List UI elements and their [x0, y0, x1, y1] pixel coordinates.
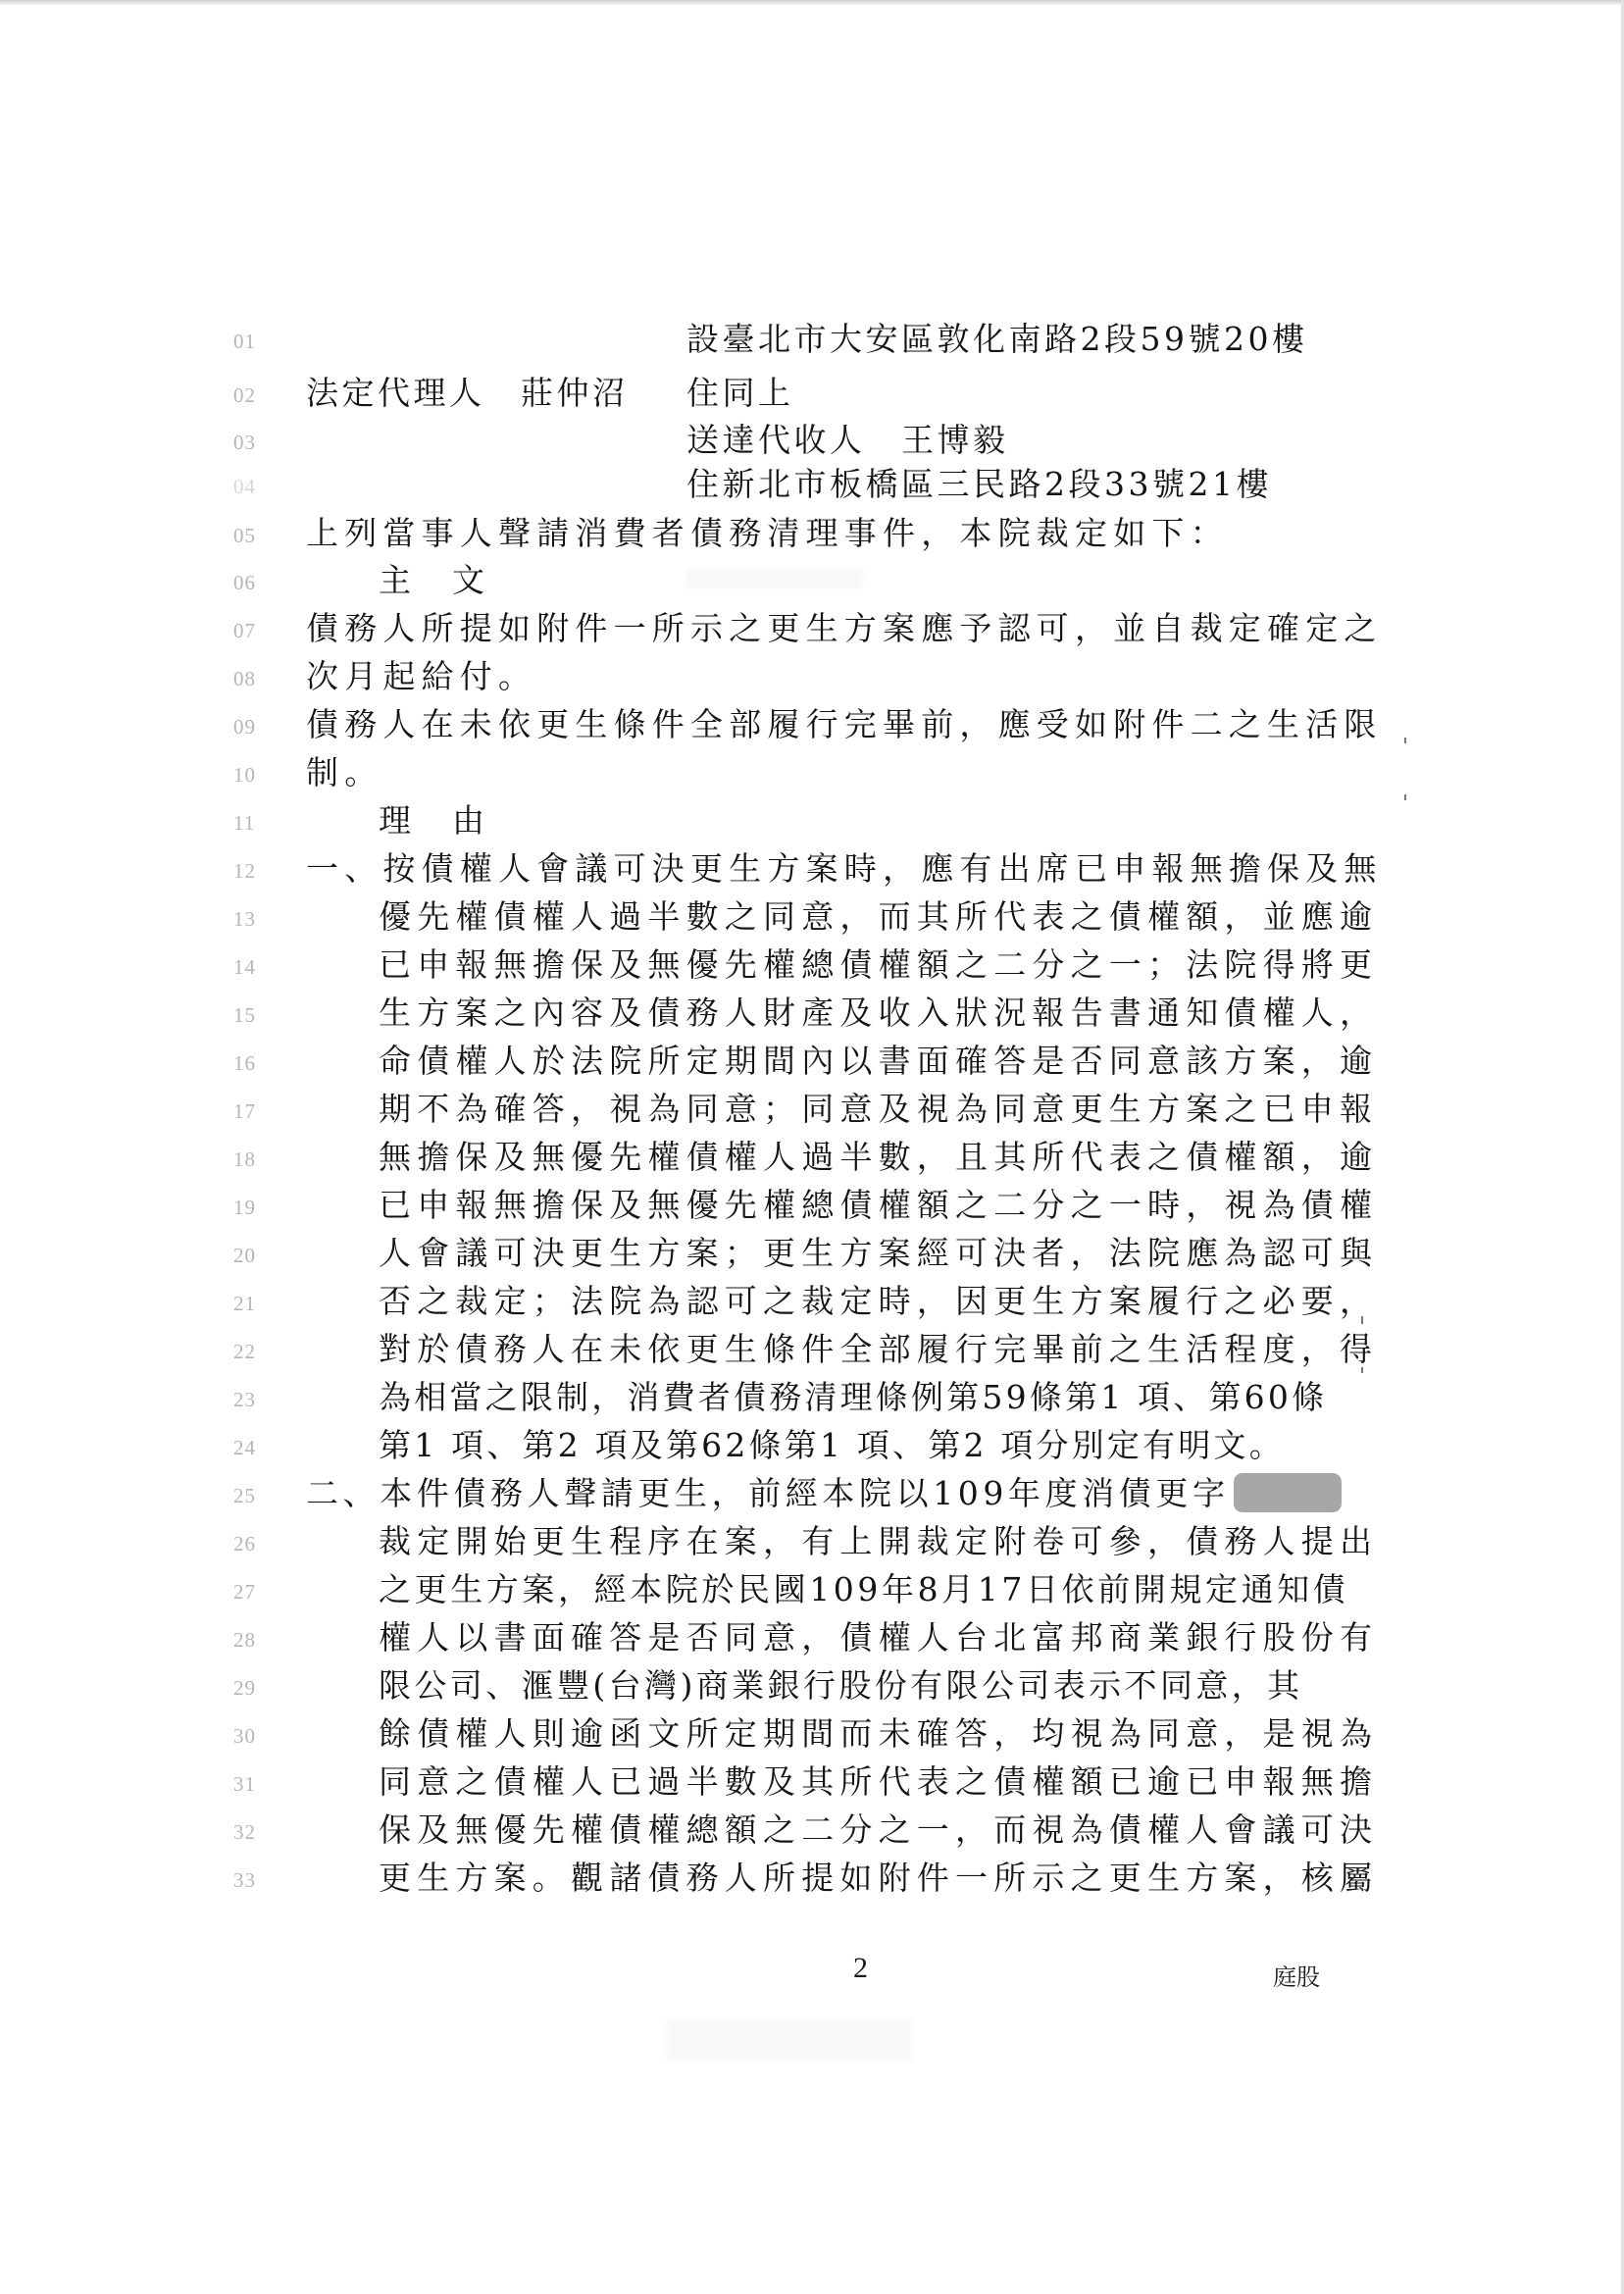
- line-number: 19: [233, 1196, 256, 1219]
- line-number: 28: [233, 1628, 256, 1652]
- reason-text: 否之裁定；法院為認可之裁定時，因更生方案履行之必要，: [379, 1282, 1379, 1320]
- section-heading-main-text: 主文: [379, 561, 526, 599]
- representative-address: 住同上: [686, 374, 794, 412]
- line-number: 22: [233, 1340, 256, 1363]
- line-number: 11: [233, 811, 256, 835]
- line-number: 02: [233, 383, 256, 407]
- line-number: 31: [233, 1772, 256, 1796]
- line-number: 09: [233, 715, 256, 739]
- redacted-case-number: [1234, 1473, 1342, 1512]
- footer-division-tag: 庭股: [1273, 1963, 1320, 1991]
- document-line: [0, 417, 1624, 464]
- line-number: 12: [233, 859, 256, 883]
- line-number: 23: [233, 1388, 256, 1411]
- document-line: [0, 1086, 1624, 1133]
- reason-text: 權人以書面確答是否同意，債權人台北富邦商業銀行股份有: [379, 1618, 1379, 1657]
- document-line: [0, 701, 1624, 748]
- line-number: 01: [233, 330, 256, 353]
- legal-representative: 法定代理人 莊仲沼: [306, 374, 629, 412]
- document-line: [0, 845, 1624, 892]
- line-number: 21: [233, 1292, 256, 1315]
- document-line: [0, 1278, 1624, 1325]
- line-number: 15: [233, 1003, 256, 1027]
- reason-text: 更生方案。觀諸債務人所提如附件一所示之更生方案，核屬: [379, 1859, 1379, 1897]
- ruling-text: 債務人在未依更生條件全部履行完畢前，應受如附件二之生活限: [306, 705, 1383, 743]
- line-number: 27: [233, 1580, 256, 1604]
- reason-text: 限公司、滙豐(台灣)商業銀行股份有限公司表示不同意，其: [379, 1666, 1303, 1705]
- document-line: [0, 653, 1624, 700]
- document-line: [0, 893, 1624, 941]
- line-number: 32: [233, 1820, 256, 1844]
- case-intro: 上列當事人聲請消費者債務清理事件，本院裁定如下：: [306, 514, 1229, 552]
- line-number: 04: [233, 475, 256, 498]
- reason-text: 無擔保及無優先權債權人過半數，且其所代表之債權額，逾: [379, 1138, 1379, 1176]
- reason-text: 優先權債權人過半數之同意，而其所代表之債權額，並應逾: [379, 897, 1379, 936]
- reason-item-2-text: 二、本件債務人聲請更生，前經本院以109年度消債更字: [306, 1474, 1230, 1512]
- line-number: 06: [233, 571, 256, 594]
- reason-text: 對於債務人在未依更生條件全部履行完畢前之生活程度，得: [379, 1330, 1379, 1368]
- document-line: [0, 1662, 1624, 1709]
- reason-text: 已申報無擔保及無優先權總債權額之二分之一時，視為債權: [379, 1186, 1379, 1224]
- page-number: 2: [853, 1952, 868, 1984]
- reason-text: 為相當之限制，消費者債務清理條例第59條第1 項、第60條: [379, 1378, 1328, 1416]
- reason-item-2: [306, 1470, 1342, 1517]
- document-line: [0, 749, 1624, 796]
- line-number: 10: [233, 763, 256, 787]
- document-line: [0, 510, 1624, 557]
- document-line: [0, 1759, 1624, 1806]
- reason-text: 期不為確答，視為同意；同意及視為同意更生方案之已申報: [379, 1090, 1379, 1128]
- document-line: [0, 1614, 1624, 1661]
- document-line: [0, 1374, 1624, 1421]
- line-number: 24: [233, 1436, 256, 1459]
- reason-item-1: 一、按債權人會議可決更生方案時，應有出席已申報無擔保及無: [306, 849, 1383, 888]
- document-line: [0, 1518, 1624, 1565]
- reason-text: 生方案之內容及債務人財產及收入狀況報告書通知債權人，: [379, 994, 1379, 1032]
- line-number: 07: [233, 619, 256, 642]
- document-line: [0, 1470, 1624, 1517]
- document-line: [0, 1326, 1624, 1373]
- document-line: [0, 1422, 1624, 1469]
- line-number: 13: [233, 907, 256, 931]
- line-number: 03: [233, 431, 256, 454]
- document-line: [0, 316, 1624, 363]
- line-number: 08: [233, 667, 256, 690]
- document-line: [0, 797, 1624, 844]
- reason-text: 餘債權人則逾函文所定期間而未確答，均視為同意，是視為: [379, 1714, 1379, 1753]
- section-heading-reasons: 理由: [379, 801, 526, 840]
- line-number: 18: [233, 1147, 256, 1171]
- document-line: [0, 990, 1624, 1037]
- party-address: 設臺北市大安區敦化南路2段59號20樓: [686, 320, 1308, 358]
- document-line: [0, 461, 1624, 508]
- document-line: [0, 557, 1624, 604]
- line-number: 05: [233, 524, 256, 547]
- document-line: [0, 605, 1624, 652]
- ruling-text: 制。: [306, 753, 383, 791]
- document-line: [0, 1855, 1624, 1902]
- document-line: [0, 1182, 1624, 1229]
- reason-text: 裁定開始更生程序在案，有上開裁定附卷可參，債務人提出: [379, 1522, 1379, 1560]
- document-line: [0, 1807, 1624, 1854]
- service-agent-address: 住新北市板橋區三民路2段33號21樓: [686, 465, 1272, 503]
- reason-text: 命債權人於法院所定期間內以書面確答是否同意該方案，逾: [379, 1042, 1379, 1080]
- line-number: 17: [233, 1099, 256, 1123]
- line-number: 25: [233, 1484, 256, 1507]
- line-number: 20: [233, 1244, 256, 1267]
- line-number: 29: [233, 1676, 256, 1700]
- ruling-text: 債務人所提如附件一所示之更生方案應予認可，並自裁定確定之: [306, 609, 1383, 647]
- document-line: [0, 942, 1624, 989]
- line-number: 26: [233, 1532, 256, 1555]
- document-line: [0, 1038, 1624, 1085]
- reason-text: 之更生方案，經本院於民國109年8月17日依前開規定通知債: [379, 1570, 1349, 1608]
- document-line: [0, 1134, 1624, 1181]
- line-number: 30: [233, 1724, 256, 1748]
- reason-text: 人會議可決更生方案；更生方案經可決者，法院應為認可與: [379, 1234, 1379, 1272]
- line-number: 33: [233, 1868, 256, 1892]
- ruling-text: 次月起給付。: [306, 657, 537, 695]
- line-number: 16: [233, 1051, 256, 1075]
- reason-text: 第1 項、第2 項及第62條第1 項、第2 項分別定有明文。: [379, 1426, 1285, 1464]
- reason-text: 同意之債權人已過半數及其所代表之債權額已逾已申報無擔: [379, 1762, 1379, 1801]
- reason-text: 保及無優先權債權總額之二分之一，而視為債權人會議可決: [379, 1810, 1379, 1849]
- document-line: [0, 1230, 1624, 1277]
- document-line: [0, 1566, 1624, 1613]
- document-line: [0, 370, 1624, 417]
- document-line: [0, 1710, 1624, 1758]
- reason-text: 已申報無擔保及無優先權總債權額之二分之一；法院得將更: [379, 945, 1379, 984]
- service-agent: 送達代收人 王博毅: [686, 421, 1009, 459]
- line-number: 14: [233, 955, 256, 979]
